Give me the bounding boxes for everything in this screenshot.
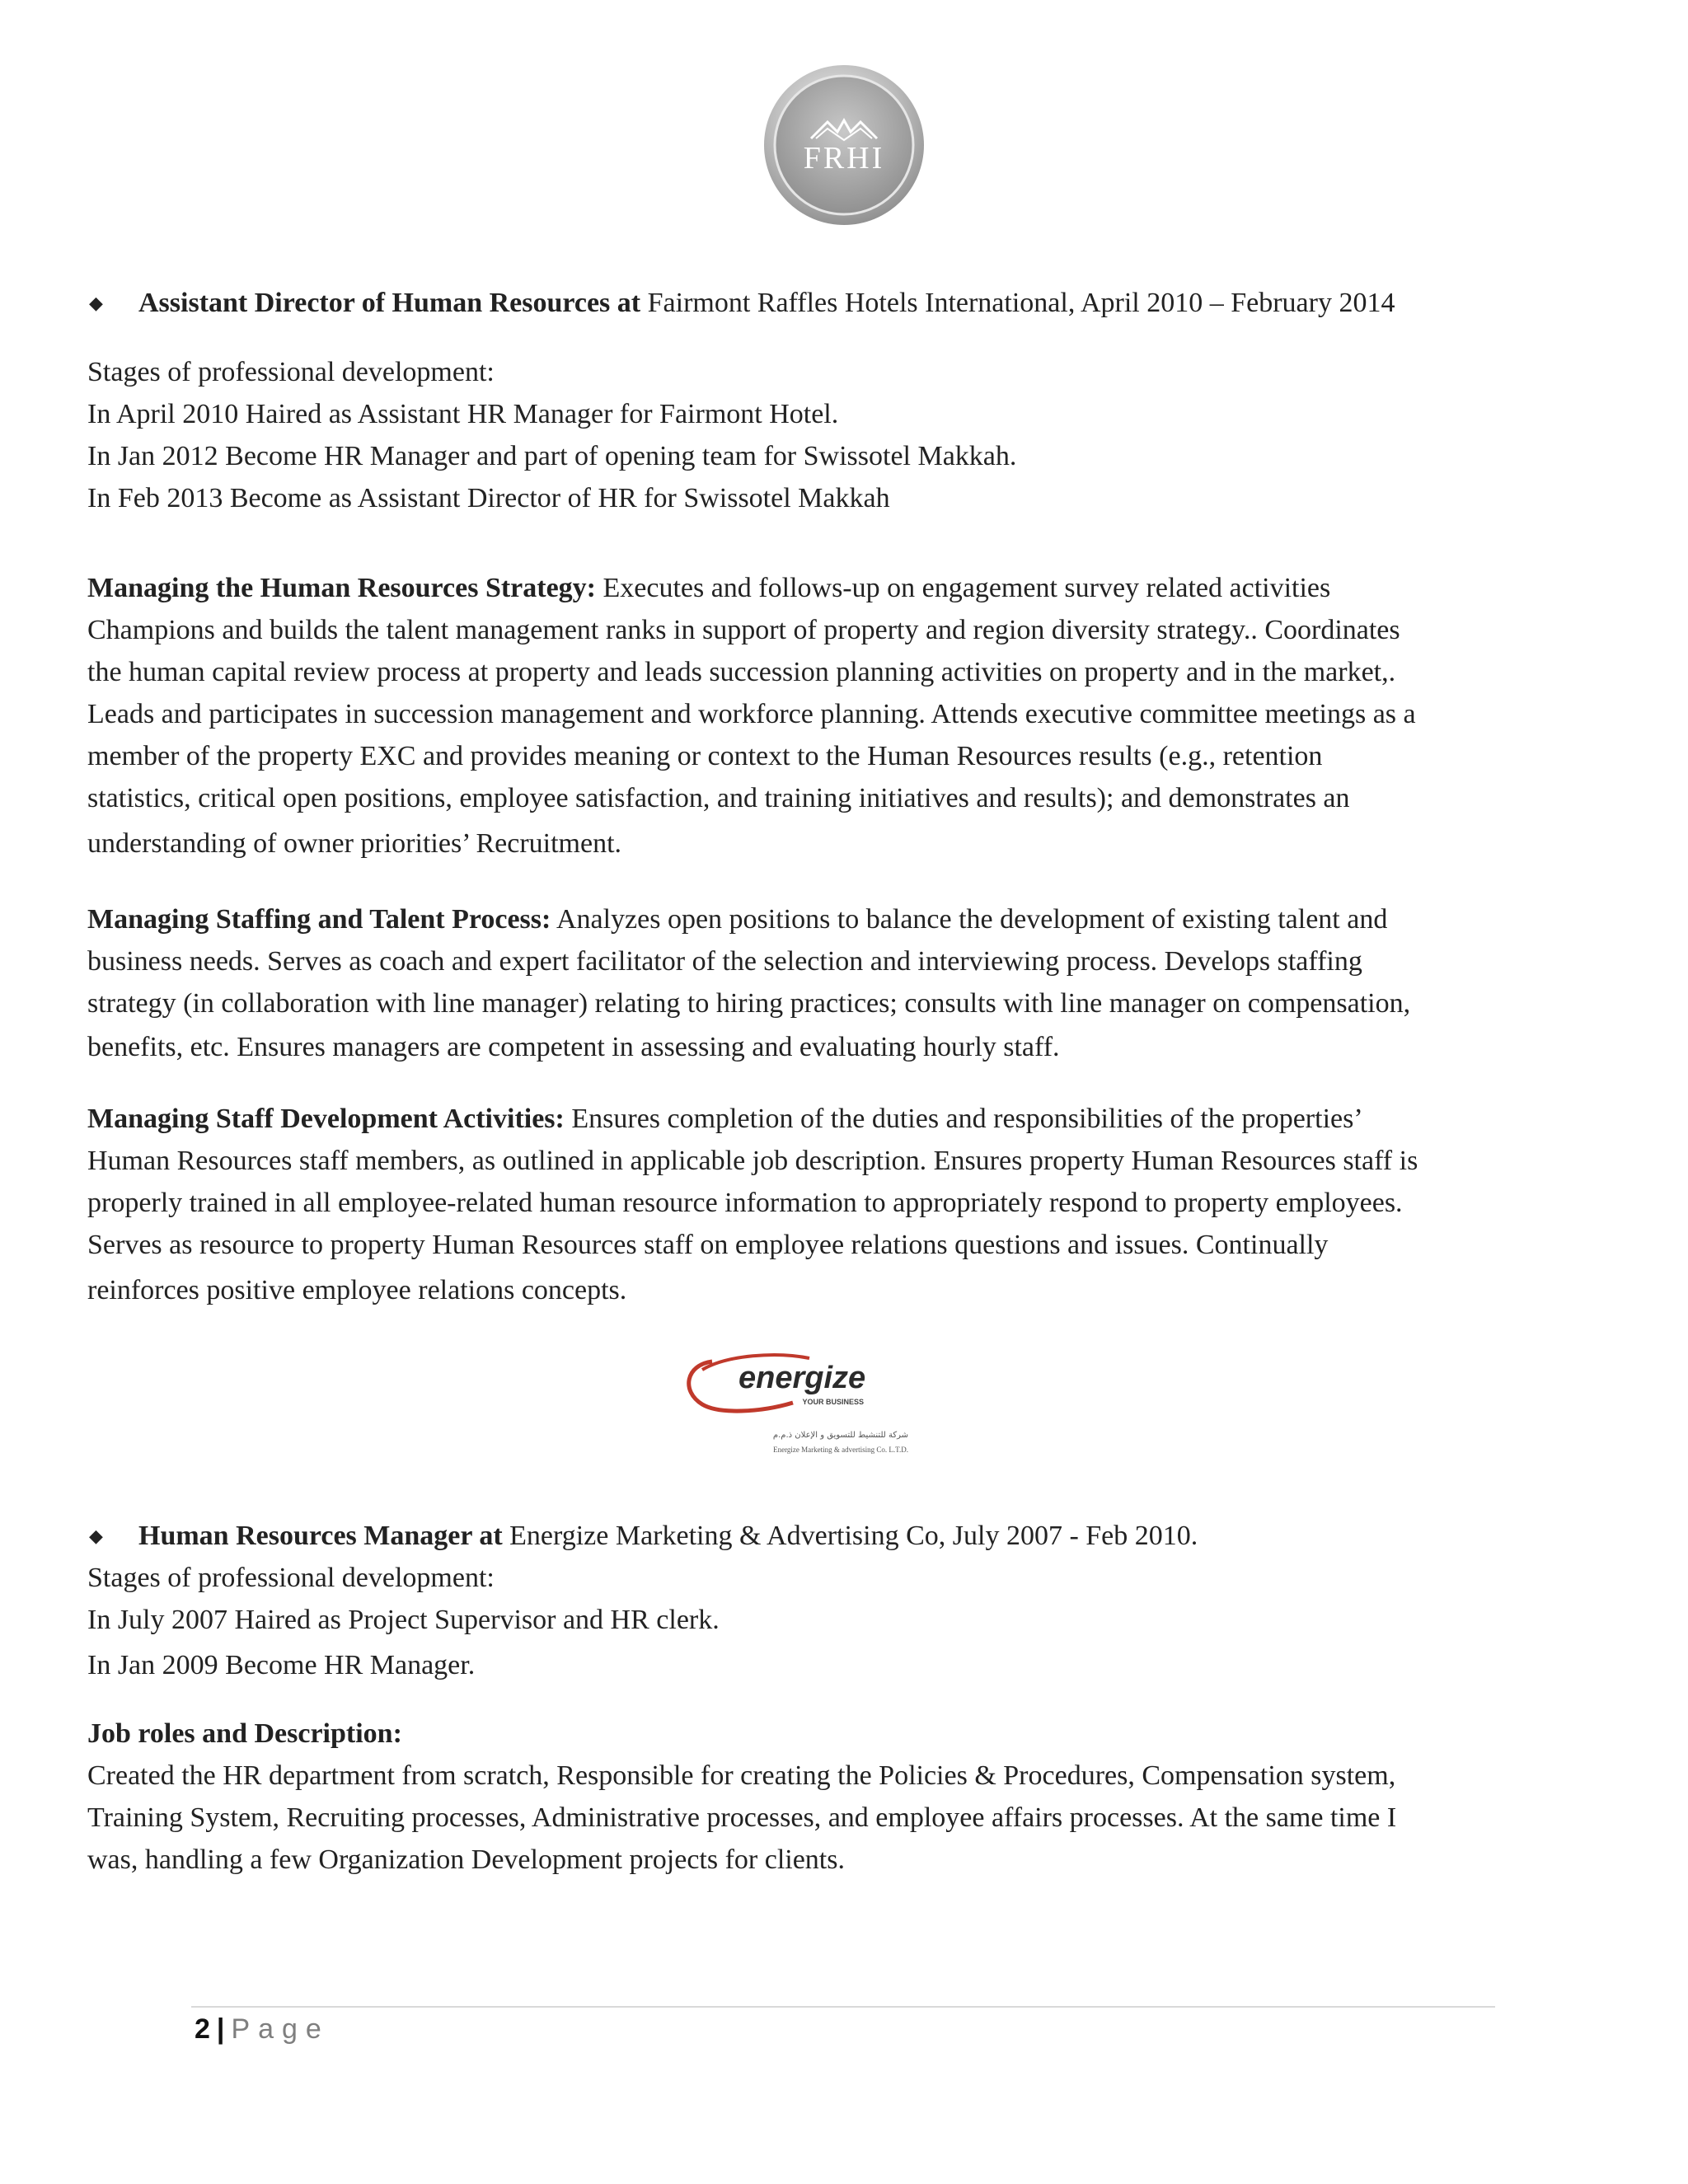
- energize-logo-company: Energize Marketing & advertising Co. L.T.D.: [773, 1446, 908, 1454]
- stage-item: In Feb 2013 Become as Assistant Director of HR for Swissotel Makkah: [87, 483, 890, 513]
- paragraph-line: properly trained in all employee-related human resource information to appropriately respond to property employees.: [87, 1188, 1403, 1218]
- paragraph-line: business needs. Serves as coach and expert facilitator of the selection and interviewing process. Develops staffing: [87, 946, 1362, 977]
- staffing-label: Managing Staffing and Talent Process:: [87, 904, 551, 935]
- strategy-paragraph: [87, 567, 1637, 865]
- footer-divider: [191, 2006, 1495, 2008]
- energize-logo-text: energize: [738, 1361, 866, 1395]
- paragraph-line: member of the property EXC and provides meaning or context to the Human Resources results (e.g., retention: [87, 741, 1323, 771]
- paragraph-line: reinforces positive employee relations concepts.: [87, 1275, 627, 1305]
- paragraph-line: Leads and participates in succession management and workforce planning. Attends executive committee meetings as a: [87, 699, 1416, 729]
- paragraph-line: Human Resources staff members, as outlined in applicable job description. Ensures property Human Resources staff is: [87, 1146, 1418, 1176]
- staffing-paragraph: [87, 898, 1637, 1068]
- paragraph-line: Ensures completion of the duties and responsibilities of the properties’: [564, 1104, 1363, 1134]
- paragraph-line: Created the HR department from scratch, Responsible for creating the Policies & Procedures, Compensation system,: [87, 1760, 1396, 1791]
- paragraph-line: Analyzes open positions to balance the development of existing talent and: [551, 904, 1388, 935]
- stages-heading: Stages of professional development:: [87, 1563, 495, 1593]
- stage-item: In Jan 2009 Become HR Manager.: [87, 1650, 476, 1680]
- paragraph-line: was, handling a few Organization Development projects for clients.: [87, 1844, 845, 1875]
- diamond-bullet-icon: ◆: [89, 1526, 103, 1546]
- stage-item: In July 2007 Haired as Project Supervisor and HR clerk.: [87, 1605, 720, 1635]
- page-label: Page: [231, 2013, 330, 2045]
- job-2-title: [87, 1515, 1637, 1557]
- development-label: Managing Staff Development Activities:: [87, 1104, 565, 1134]
- stages-heading: Stages of professional development:: [87, 357, 495, 387]
- frhi-logo: [762, 63, 926, 227]
- footer-separator: |: [216, 2013, 225, 2045]
- paragraph-line: Serves as resource to property Human Resources staff on employee relations questions and issues. Continually: [87, 1230, 1329, 1260]
- job-2-title-bold: Human Resources Manager at: [138, 1521, 503, 1551]
- job-1-title-details: Fairmont Raffles Hotels International, April 2010 – February 2014: [640, 288, 1395, 318]
- page-number: 2: [195, 2013, 210, 2045]
- energize-logo-tagline: YOUR BUSINESS: [802, 1398, 864, 1406]
- paragraph-line: strategy (in collaboration with line manager) relating to hiring practices; consults with line manager on compensation,: [87, 988, 1411, 1019]
- job-1-title: [87, 282, 1637, 324]
- paragraph-line: benefits, etc. Ensures managers are competent in assessing and evaluating hourly staff.: [87, 1032, 1060, 1062]
- job-2-section: [87, 1515, 1637, 1686]
- job-2-roles: [87, 1713, 1637, 1881]
- development-paragraph: [87, 1098, 1637, 1311]
- page-footer: [195, 2011, 330, 2047]
- paragraph-line: statistics, critical open positions, employee satisfaction, and training initiatives and results); and demonstrates an: [87, 783, 1350, 813]
- roles-heading: Job roles and Description:: [87, 1718, 402, 1749]
- paragraph-line: understanding of owner priorities’ Recruitment.: [87, 828, 622, 859]
- job-1-section: [87, 282, 1637, 324]
- paragraph-line: the human capital review process at property and leads succession planning activities on property and in the market,.: [87, 657, 1396, 687]
- job-1-stages: [87, 351, 1637, 519]
- job-1-title-bold: Assistant Director of Human Resources at: [138, 288, 641, 318]
- stage-item: In Jan 2012 Become HR Manager and part of opening team for Swissotel Makkah.: [87, 441, 1017, 471]
- paragraph-line: Executes and follows-up on engagement survey related activities: [596, 573, 1331, 603]
- paragraph-line: Training System, Recruiting processes, Administrative processes, and employee affairs processes. At the same time I: [87, 1802, 1397, 1833]
- energize-logo: [669, 1337, 925, 1469]
- job-2-title-details: Energize Marketing & Advertising Co, July 2007 - Feb 2010.: [502, 1521, 1198, 1551]
- frhi-logo-text: FRHI: [803, 141, 885, 176]
- diamond-bullet-icon: ◆: [89, 293, 103, 313]
- strategy-label: Managing the Human Resources Strategy:: [87, 573, 596, 603]
- paragraph-line: Champions and builds the talent management ranks in support of property and region diversity strategy.. Coordinates: [87, 615, 1400, 645]
- stage-item: In April 2010 Haired as Assistant HR Manager for Fairmont Hotel.: [87, 399, 839, 429]
- energize-logo-arabic: شركة للتنشيط للتسويق و الإعلان ذ.م.م: [772, 1431, 908, 1440]
